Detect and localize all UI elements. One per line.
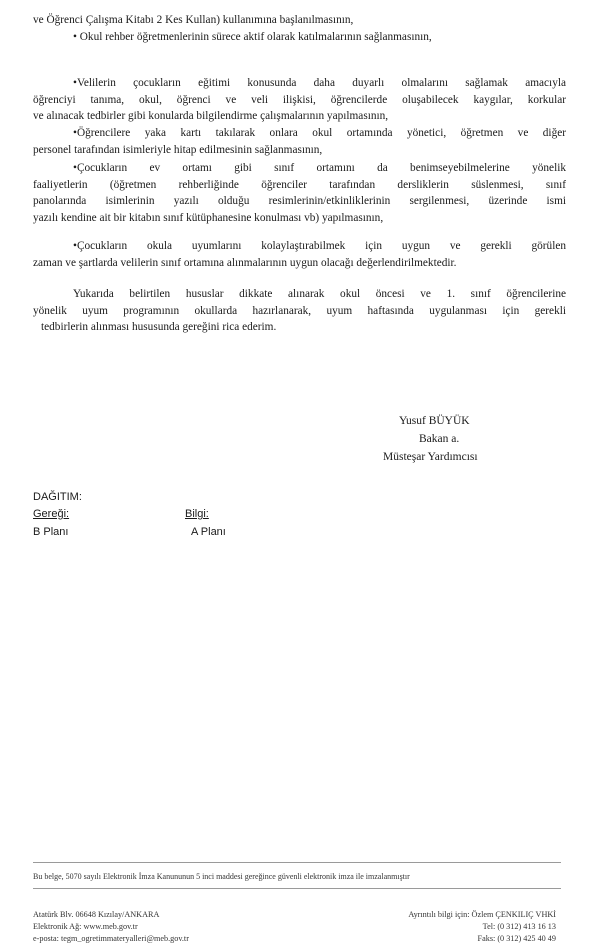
signer-title: Müsteşar Yardımcısı: [383, 451, 478, 463]
distribution-right-label: Bilgi:: [185, 508, 209, 520]
text-line: ve alınacak tedbirler gibi konularda bilgilendirme çalışmalarının yapılmasının,: [33, 110, 389, 123]
text-line: personel tarafından isimleriyle hitap edilmesinin sağlanmasının,: [33, 143, 323, 156]
text-line: ve Öğrenci Çalışma Kitabı 2 Kes Kullan) kullanımına başlanılmasının,: [33, 14, 354, 26]
paragraph-3: [33, 125, 566, 158]
e-signature-note: Bu belge, 5070 sayılı Elektronik İmza Kanununun 5 inci maddesi gereğince güvenli elektronik imza ile imzalanmıştır: [33, 872, 410, 881]
text-line: •Çocukların okula uyumlarını kolaylaştırabilmek için uygun ve gerekli görülen: [73, 240, 566, 252]
footer-address: Atatürk Blv. 06648 Kızılay/ANKARA: [33, 910, 160, 919]
text-line: faaliyetlerin (öğretmen rehberliğinde öğrenciler tarafından dersliklerin süslenmesi, sınıf: [33, 178, 566, 191]
distribution-left-label: Gereği:: [33, 508, 70, 520]
text-line: zaman ve şartlarda velilerin sınıf ortamına alınmalarının uygun olacağı değerlendirilmektedir.: [33, 256, 457, 269]
distribution-heading: DAĞITIM:: [33, 491, 82, 503]
text-line: öğrenciyi tanıma, okul, öğrenci ve veli ilişkisi, öğrencilerde oluşabilecek kaygılar, korkular: [33, 93, 566, 106]
text-line: yönelik uyum programının okullarda hazırlanarak, uyum haftasında uygulanması için gerekli: [33, 304, 566, 317]
text-line: •Çocukların ev ortamı gibi sınıf ortamını da benimseyebilmelerine yönelik: [73, 162, 566, 174]
footer-rule-bottom: [33, 888, 561, 889]
footer-phone: Tel: (0 312) 413 16 13: [482, 922, 556, 931]
signer-role: Bakan a.: [419, 433, 460, 445]
paragraph-1: [33, 12, 566, 45]
text-line: panolarında isimlerinin yazılı olduğu resimlerinin/etkinliklerinin sergilenmesi, üzerinde ismi: [33, 195, 566, 208]
paragraph-6: [33, 286, 566, 336]
distribution-right-value: A Planı: [191, 526, 226, 538]
footer-web: Elektronik Ağ: www.meb.gov.tr: [33, 922, 138, 931]
text-line: Yukarıda belirtilen hususlar dikkate alınarak okul öncesi ve 1. sınıf öğrencilerine: [73, 288, 566, 300]
paragraph-4: [33, 160, 566, 226]
text-line: yazılı kendine ait bir kitabın sınıf kütüphanesine konulması vb) yapılmasının,: [33, 211, 384, 224]
text-line: • Okul rehber öğretmenlerinin sürece aktif olarak katılmalarının sağlanmasının,: [73, 30, 432, 43]
distribution-left-value: B Planı: [33, 526, 69, 538]
text-line: •Velilerin çocukların eğitimi konusunda daha duyarlı olmalarını sağlamak amacıyla: [73, 77, 566, 89]
footer-rule-top: [33, 862, 561, 863]
paragraph-5: [33, 238, 566, 271]
footer-fax: Faks: (0 312) 425 40 49: [477, 934, 556, 943]
text-line: •Öğrencilere yaka kartı takılarak onlara okul ortamında yönetici, öğretmen ve diğer: [73, 127, 566, 139]
paragraph-2: [33, 75, 566, 125]
footer-email: e-posta: tegm_ogretimmateryalleri@meb.gov.tr: [33, 934, 189, 943]
signer-name: Yusuf BÜYÜK: [399, 415, 470, 427]
text-line: tedbirlerin alınması hususunda gereğini rica ederim.: [41, 321, 277, 334]
footer-contact: Ayrıntılı bilgi için: Özlem ÇENKILIÇ VHKİ: [408, 910, 556, 919]
